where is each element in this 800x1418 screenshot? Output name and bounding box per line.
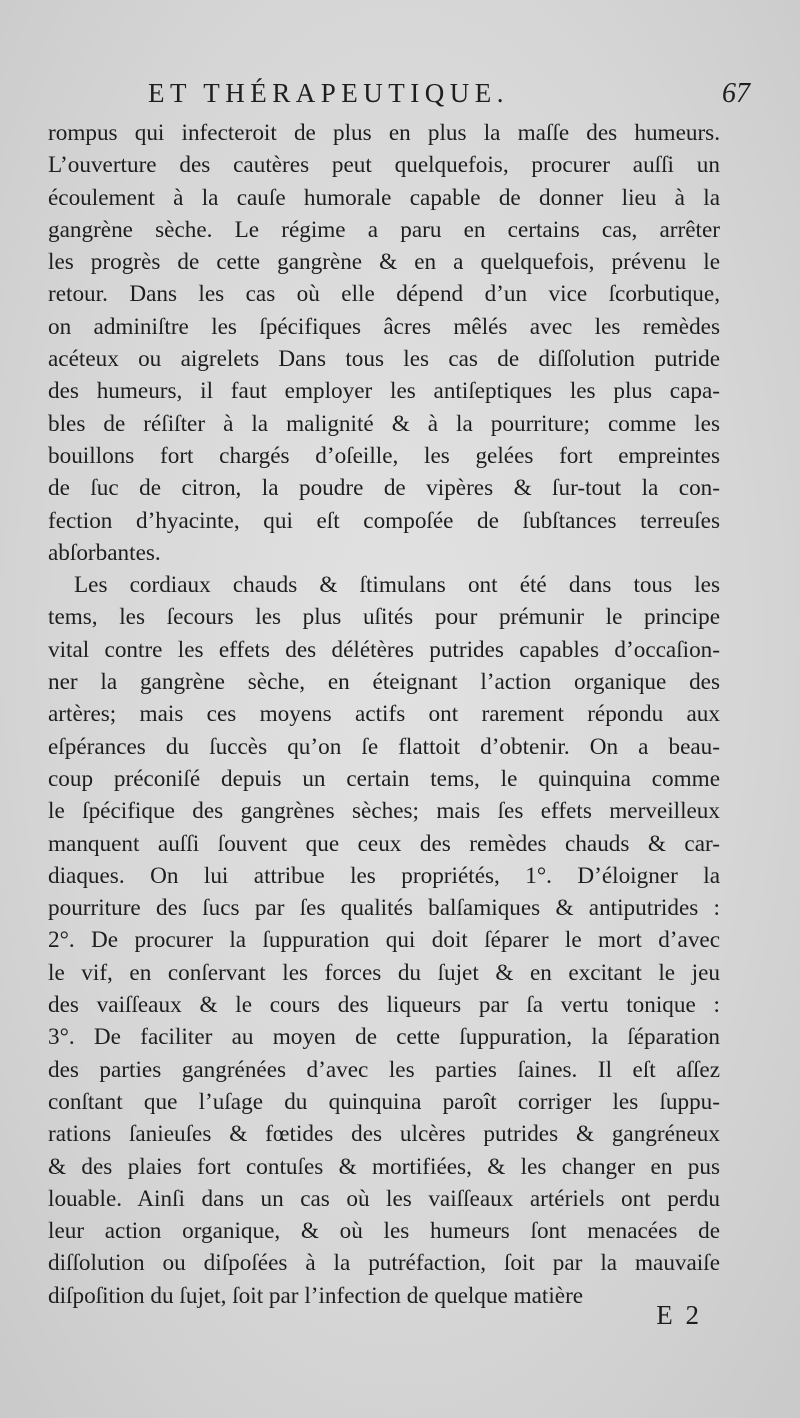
text-line: 2°. De procurer la ſuppuration qui doit ſéparer le mort d’avec bbox=[48, 927, 720, 954]
signature-mark: E 2 bbox=[656, 1300, 702, 1330]
text-line: retour. Dans les cas où elle dépend d’un vice ſcorbutique, bbox=[48, 281, 720, 308]
text-line: conſtant que l’uſage du quinquina paroît corriger les ſuppu- bbox=[48, 1088, 720, 1115]
text-line: vital contre les effets des délétères putrides capables d’occaſion- bbox=[48, 636, 720, 663]
text-line: ner la gangrène sèche, en éteignant l’action organique des bbox=[48, 669, 720, 696]
text-line: des vaiſſeaux & le cours des liqueurs par ſa vertu tonique : bbox=[48, 992, 720, 1019]
text-line: bouillons fort chargés d’oſeille, les gelées fort empreintes bbox=[48, 442, 720, 469]
text-line: tems, les ſecours les plus uſités pour prémunir le principe bbox=[48, 604, 720, 631]
text-line: manquent auſſi ſouvent que ceux des remèdes chauds & car- bbox=[48, 830, 720, 857]
text-line: & des plaies fort contuſes & mortifiées, & les changer en pus bbox=[48, 1153, 720, 1180]
text-line: des humeurs, il faut employer les antiſeptiques les plus capa- bbox=[48, 378, 720, 405]
text-line: bles de réſiſter à la malignité & à la pourriture; comme les bbox=[48, 410, 720, 437]
text-line: abſorbantes. bbox=[48, 539, 161, 566]
text-line: gangrène sèche. Le régime a paru en certains cas, arrêter bbox=[48, 216, 720, 243]
text-line: Les cordiaux chauds & ſtimulans ont été dans tous les bbox=[74, 572, 720, 599]
running-title: ET THÉRAPEUTIQUE. bbox=[148, 78, 509, 108]
text-line: louable. Ainſi dans un cas où les vaiſſeaux artériels ont perdu bbox=[48, 1185, 720, 1212]
text-line: L’ouverture des cautères peut quelquefois, procurer auſſi un bbox=[48, 152, 720, 179]
text-line: diſpoſition du ſujet, ſoit par l’infection de quelque matière bbox=[48, 1282, 584, 1309]
text-line: on adminiſtre les ſpécifiques âcres mêlés avec les remèdes bbox=[48, 313, 720, 340]
text-line: acéteux ou aigrelets Dans tous les cas de diſſolution putride bbox=[48, 346, 720, 373]
text-line: rompus qui infecteroit de plus en plus la maſſe des humeurs. bbox=[48, 120, 720, 146]
text-line: 3°. De faciliter au moyen de cette ſuppuration, la ſéparation bbox=[48, 1024, 720, 1051]
text-line: rations ſanieuſes & fœtides des ulcères putrides & gangréneux bbox=[48, 1121, 720, 1148]
text-line: diaques. On lui attribue les propriétés, 1°. D’éloigner la bbox=[48, 862, 720, 889]
text-line: coup préconiſé depuis un certain tems, le quinquina comme bbox=[48, 765, 720, 792]
text-line: des parties gangrénées d’avec les parties ſaines. Il eſt aſſez bbox=[48, 1056, 720, 1083]
text-line: le vif, en conſervant les forces du ſujet & en excitant le jeu bbox=[48, 959, 720, 986]
text-line: fection d’hyacinte, qui eſt compoſée de ſubſtances terreuſes bbox=[48, 507, 720, 534]
text-line: de ſuc de citron, la poudre de vipères & ſur-tout la con- bbox=[48, 475, 720, 502]
text-line: artères; mais ces moyens actifs ont rarement répondu aux bbox=[48, 701, 720, 728]
body-text bbox=[48, 117, 720, 1312]
text-line: le ſpécifique des gangrènes sèches; mais ſes effets merveilleux bbox=[48, 798, 720, 825]
text-line: pourriture des ſucs par ſes qualités balſamiques & antiputrides : bbox=[48, 895, 720, 922]
text-line: leur action organique, & où les humeurs ſont menacées de bbox=[48, 1218, 720, 1245]
page-number: 67 bbox=[722, 78, 750, 109]
text-line: eſpérances du ſuccès qu’on ſe flattoit d’obtenir. On a beau- bbox=[48, 733, 720, 760]
text-line: écoulement à la cauſe humorale capable de donner lieu à la bbox=[48, 184, 720, 211]
page-header bbox=[48, 78, 754, 118]
text-line: diſſolution ou diſpoſées à la putréfaction, ſoit par la mauvaiſe bbox=[48, 1250, 720, 1277]
text-line: les progrès de cette gangrène & en a quelquefois, prévenu le bbox=[48, 249, 720, 276]
